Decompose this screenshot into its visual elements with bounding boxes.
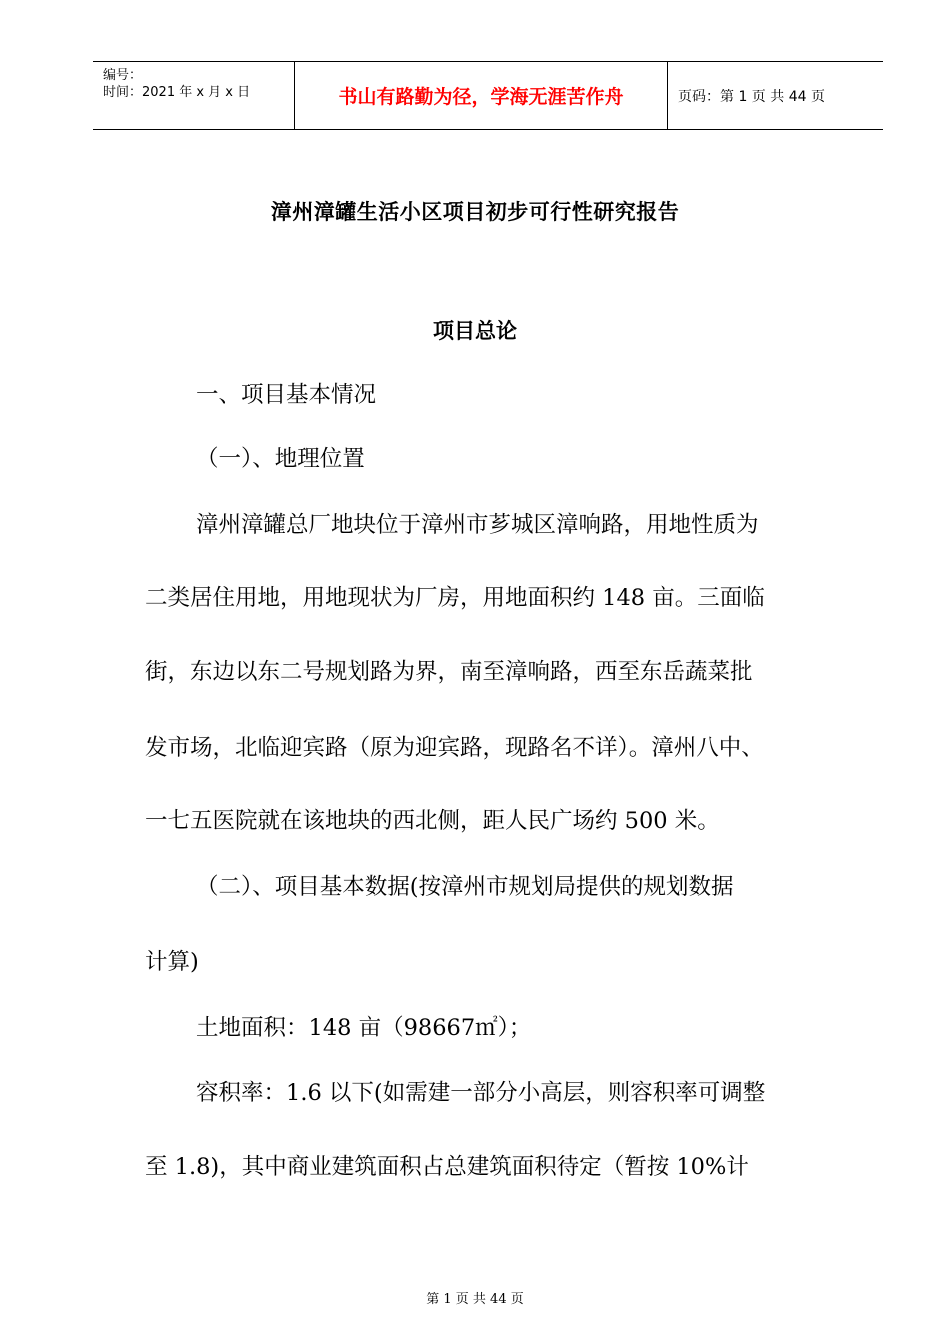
heading-location: （一）、地理位置 <box>196 446 365 472</box>
motto-text: 书山有路勤为径，学海无涯苦作舟 <box>338 86 624 108</box>
heading-basic-info: 一、项目基本情况 <box>196 382 377 408</box>
document-title: 漳州漳罐生活小区项目初步可行性研究报告 <box>270 200 680 224</box>
serial-label: 编号： <box>103 68 143 83</box>
paragraph-line: 一七五医院就在该地块的西北侧，距人民广场约 500 米。 <box>145 808 720 834</box>
paragraph-line: 二类居住用地，用地现状为厂房，用地面积约 148 亩。三面临 <box>145 585 765 611</box>
paragraph-line: 至 1.8)，其中商业建筑面积占总建筑面积待定（暂按 10%计 <box>145 1154 749 1180</box>
paragraph-line: 漳州漳罐总厂地块位于漳州市芗城区漳响路，用地性质为 <box>196 512 759 538</box>
page-info-cell <box>668 62 883 129</box>
page-info-text: 页码：第 1 页 共 44 页 <box>678 88 825 105</box>
plot-ratio-line: 容积率：1.6 以下(如需建一部分小高层，则容积率可调整 <box>196 1080 766 1106</box>
paragraph-line: 发市场，北临迎宾路（原为迎宾路，现路名不详）。漳州八中、 <box>145 735 764 761</box>
page-footer: 第 1 页 共 44 页 <box>426 1292 524 1307</box>
land-area-line: 土地面积：148 亩（98667㎡）； <box>196 1015 532 1041</box>
heading-basic-data: （二）、项目基本数据(按漳州市规划局提供的规划数据 <box>196 874 734 900</box>
paragraph-line: 计算) <box>145 949 199 975</box>
section-title: 项目总论 <box>433 319 517 343</box>
header-table <box>93 61 883 130</box>
paragraph-line: 街，东边以东二号规划路为界，南至漳响路，西至东岳蔬菜批 <box>145 659 753 685</box>
time-label: 时间：2021 年 x 月 x 日 <box>103 85 251 100</box>
header-meta-cell <box>93 62 295 129</box>
motto-cell <box>295 62 668 129</box>
